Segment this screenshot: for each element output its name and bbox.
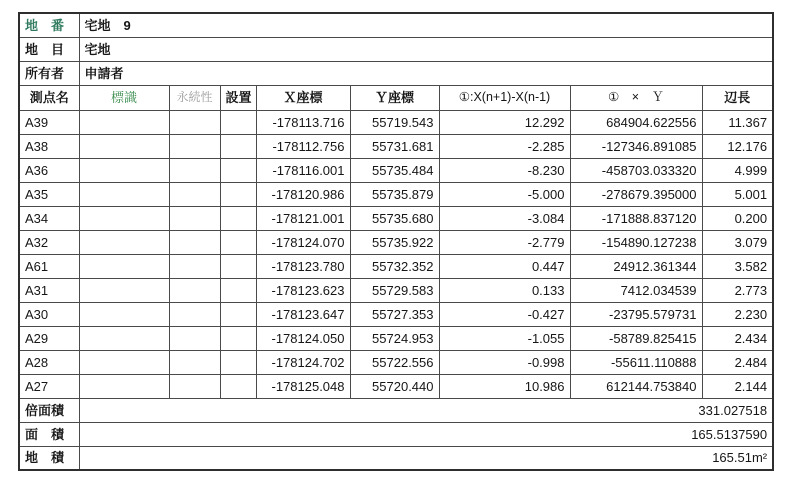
area-calculation-table: [18, 12, 774, 471]
cell-x-coordinate: -178120.986: [256, 182, 350, 206]
cell-x-difference-times-y: 7412.034539: [570, 278, 702, 302]
cell-installation: [220, 254, 256, 278]
cell-point-name: A32: [19, 230, 79, 254]
table-row: [19, 278, 773, 302]
col-header-mark: 標識: [79, 85, 169, 110]
cell-installation: [220, 374, 256, 398]
cell-x-coordinate: -178124.050: [256, 326, 350, 350]
cell-x-coordinate: -178123.623: [256, 278, 350, 302]
cell-installation: [220, 110, 256, 134]
cell-y-coordinate: 55719.543: [350, 110, 439, 134]
info-row-land-category: [19, 37, 773, 61]
area-label: 面 積: [19, 422, 79, 446]
col-header-installation: 設置: [220, 85, 256, 110]
cell-mark: [79, 110, 169, 134]
double-area-label: 倍面積: [19, 398, 79, 422]
cell-x-difference: -8.230: [439, 158, 570, 182]
cell-permanence: [169, 278, 220, 302]
cell-x-coordinate: -178125.048: [256, 374, 350, 398]
cell-x-difference: 12.292: [439, 110, 570, 134]
lot-number-label: 地 番: [19, 13, 79, 37]
land-category-value: 宅地: [79, 37, 773, 61]
cell-x-coordinate: -178112.756: [256, 134, 350, 158]
cell-side-length: 2.484: [702, 350, 773, 374]
cell-x-coordinate: -178124.702: [256, 350, 350, 374]
cell-x-difference: -3.084: [439, 206, 570, 230]
cell-y-coordinate: 55727.353: [350, 302, 439, 326]
cell-side-length: 3.582: [702, 254, 773, 278]
cell-point-name: A31: [19, 278, 79, 302]
cell-x-difference-times-y: -278679.395000: [570, 182, 702, 206]
info-row-lot-number: [19, 13, 773, 37]
cell-permanence: [169, 326, 220, 350]
cell-x-coordinate: -178113.716: [256, 110, 350, 134]
cell-permanence: [169, 230, 220, 254]
owner-value: 申請者: [79, 61, 773, 85]
cell-permanence: [169, 158, 220, 182]
cell-x-difference: -1.055: [439, 326, 570, 350]
cell-permanence: [169, 254, 220, 278]
cell-x-difference: -2.779: [439, 230, 570, 254]
lot-number-value: 宅地 9: [79, 13, 773, 37]
cell-x-difference-times-y: -171888.837120: [570, 206, 702, 230]
cell-y-coordinate: 55722.556: [350, 350, 439, 374]
cell-y-coordinate: 55720.440: [350, 374, 439, 398]
info-row-owner: [19, 61, 773, 85]
cell-x-coordinate: -178123.780: [256, 254, 350, 278]
cell-side-length: 3.079: [702, 230, 773, 254]
cell-point-name: A28: [19, 350, 79, 374]
table-row: [19, 230, 773, 254]
cell-y-coordinate: 55735.484: [350, 158, 439, 182]
col-header-y-coordinate: Ｙ座標: [350, 85, 439, 110]
registered-area-value: 165.51m²: [79, 446, 773, 470]
cell-mark: [79, 302, 169, 326]
cell-mark: [79, 206, 169, 230]
cell-y-coordinate: 55735.922: [350, 230, 439, 254]
summary-row-area: [19, 422, 773, 446]
summary-row-double-area: [19, 398, 773, 422]
cell-point-name: A30: [19, 302, 79, 326]
cell-x-difference: -0.998: [439, 350, 570, 374]
cell-x-difference-times-y: -127346.891085: [570, 134, 702, 158]
cell-x-difference: -2.285: [439, 134, 570, 158]
cell-y-coordinate: 55731.681: [350, 134, 439, 158]
cell-installation: [220, 230, 256, 254]
cell-x-difference: 10.986: [439, 374, 570, 398]
cell-side-length: 12.176: [702, 134, 773, 158]
cell-x-difference-times-y: -23795.579731: [570, 302, 702, 326]
cell-x-difference: -0.427: [439, 302, 570, 326]
cell-y-coordinate: 55732.352: [350, 254, 439, 278]
cell-permanence: [169, 134, 220, 158]
cell-x-coordinate: -178124.070: [256, 230, 350, 254]
col-header-x-coordinate: Ｘ座標: [256, 85, 350, 110]
cell-installation: [220, 278, 256, 302]
cell-side-length: 2.434: [702, 326, 773, 350]
cell-mark: [79, 278, 169, 302]
col-header-side-length: 辺長: [702, 85, 773, 110]
table-row: [19, 326, 773, 350]
cell-installation: [220, 158, 256, 182]
table-row: [19, 110, 773, 134]
cell-point-name: A61: [19, 254, 79, 278]
cell-point-name: A36: [19, 158, 79, 182]
table-row: [19, 302, 773, 326]
cell-permanence: [169, 302, 220, 326]
cell-y-coordinate: 55735.680: [350, 206, 439, 230]
cell-permanence: [169, 182, 220, 206]
cell-side-length: 11.367: [702, 110, 773, 134]
cell-installation: [220, 302, 256, 326]
cell-point-name: A35: [19, 182, 79, 206]
cell-y-coordinate: 55729.583: [350, 278, 439, 302]
cell-x-difference-times-y: 24912.361344: [570, 254, 702, 278]
cell-x-difference-times-y: -58789.825415: [570, 326, 702, 350]
cell-mark: [79, 254, 169, 278]
cell-side-length: 5.001: [702, 182, 773, 206]
col-header-permanence: 永続性: [169, 85, 220, 110]
table-row: [19, 182, 773, 206]
cell-side-length: 2.144: [702, 374, 773, 398]
cell-mark: [79, 326, 169, 350]
cell-mark: [79, 158, 169, 182]
cell-y-coordinate: 55735.879: [350, 182, 439, 206]
cell-side-length: 0.200: [702, 206, 773, 230]
cell-x-coordinate: -178123.647: [256, 302, 350, 326]
cell-mark: [79, 134, 169, 158]
cell-permanence: [169, 206, 220, 230]
cell-x-difference-times-y: -55611.110888: [570, 350, 702, 374]
cell-x-difference-times-y: -458703.033320: [570, 158, 702, 182]
cell-point-name: A38: [19, 134, 79, 158]
cell-point-name: A34: [19, 206, 79, 230]
land-category-label: 地 目: [19, 37, 79, 61]
summary-row-registered-area: [19, 446, 773, 470]
cell-x-difference: 0.133: [439, 278, 570, 302]
col-header-point-name: 測点名: [19, 85, 79, 110]
cell-x-coordinate: -178116.001: [256, 158, 350, 182]
cell-permanence: [169, 374, 220, 398]
cell-y-coordinate: 55724.953: [350, 326, 439, 350]
registered-area-label: 地 積: [19, 446, 79, 470]
cell-installation: [220, 350, 256, 374]
table-header-row: [19, 85, 773, 110]
col-header-x-difference: ①:X(n+1)-X(n-1): [439, 85, 570, 110]
cell-side-length: 4.999: [702, 158, 773, 182]
cell-x-difference-times-y: 684904.622556: [570, 110, 702, 134]
cell-permanence: [169, 350, 220, 374]
cell-mark: [79, 182, 169, 206]
cell-mark: [79, 350, 169, 374]
cell-x-difference-times-y: 612144.753840: [570, 374, 702, 398]
cell-mark: [79, 374, 169, 398]
cell-point-name: A39: [19, 110, 79, 134]
col-header-x-difference-times-y: ① × Ｙ: [570, 85, 702, 110]
table-row: [19, 350, 773, 374]
cell-installation: [220, 182, 256, 206]
cell-installation: [220, 134, 256, 158]
cell-installation: [220, 206, 256, 230]
cell-mark: [79, 230, 169, 254]
table-row: [19, 158, 773, 182]
owner-label: 所有者: [19, 61, 79, 85]
cell-point-name: A29: [19, 326, 79, 350]
cell-side-length: 2.773: [702, 278, 773, 302]
cell-permanence: [169, 110, 220, 134]
cell-x-coordinate: -178121.001: [256, 206, 350, 230]
cell-installation: [220, 326, 256, 350]
area-value: 165.5137590: [79, 422, 773, 446]
cell-x-difference-times-y: -154890.127238: [570, 230, 702, 254]
table-row: [19, 134, 773, 158]
cell-x-difference: -5.000: [439, 182, 570, 206]
double-area-value: 331.027518: [79, 398, 773, 422]
table-row: [19, 206, 773, 230]
cell-x-difference: 0.447: [439, 254, 570, 278]
cell-point-name: A27: [19, 374, 79, 398]
table-row: [19, 374, 773, 398]
cell-side-length: 2.230: [702, 302, 773, 326]
table-row: [19, 254, 773, 278]
